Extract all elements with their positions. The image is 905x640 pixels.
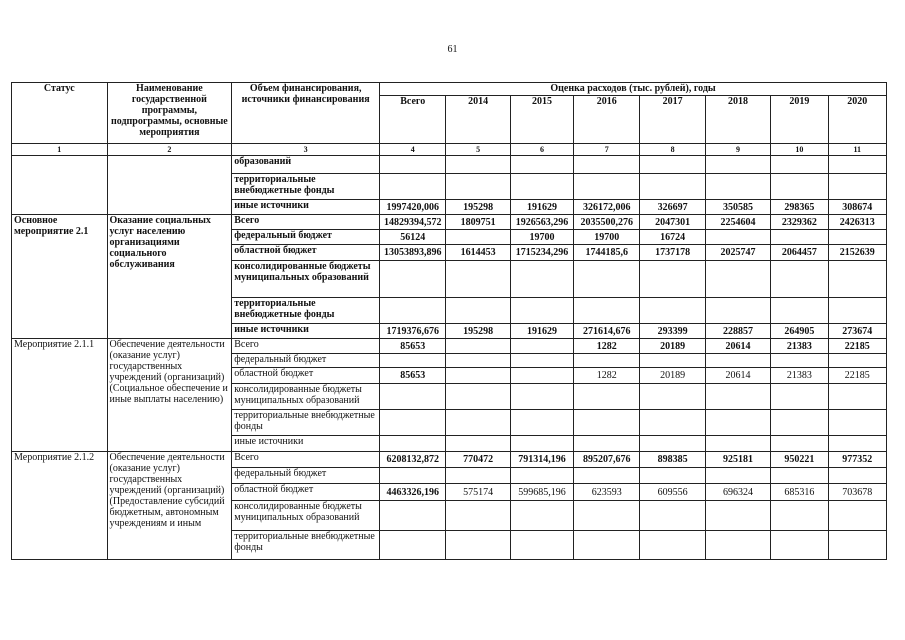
amount-cell (771, 174, 828, 200)
funding-source-cell: областной бюджет (232, 484, 380, 501)
amount-cell: 685316 (771, 484, 828, 501)
status-cell: Мероприятие 2.1.2 (12, 452, 108, 560)
amount-cell: 293399 (640, 324, 705, 339)
amount-cell: 22185 (828, 339, 886, 354)
funding-source-cell: иные источники (232, 324, 380, 339)
amount-cell: 228857 (705, 324, 770, 339)
amount-cell: 1715234,296 (510, 245, 573, 261)
funding-source-cell: федеральный бюджет (232, 354, 380, 368)
amount-cell: 950221 (771, 452, 828, 468)
amount-cell (705, 384, 770, 410)
index-cell: 7 (574, 144, 640, 156)
amount-cell (380, 501, 446, 531)
amount-cell (640, 261, 705, 298)
amount-cell: 22185 (828, 368, 886, 384)
amount-cell: 16724 (640, 230, 705, 245)
amount-cell (380, 384, 446, 410)
amount-cell: 1282 (574, 368, 640, 384)
amount-cell (640, 354, 705, 368)
amount-cell (510, 174, 573, 200)
budget-table (11, 82, 887, 560)
amount-cell: 696324 (705, 484, 770, 501)
amount-cell: 703678 (828, 484, 886, 501)
amount-cell: 925181 (705, 452, 770, 468)
funding-source-cell: Всего (232, 452, 380, 468)
amount-cell (574, 156, 640, 174)
header-row (12, 83, 887, 96)
amount-cell: 191629 (510, 200, 573, 215)
amount-cell (446, 230, 510, 245)
amount-cell: 1737178 (640, 245, 705, 261)
amount-cell: 326697 (640, 200, 705, 215)
status-cell: Основное мероприятие 2.1 (12, 215, 108, 339)
amount-cell: 298365 (771, 200, 828, 215)
amount-cell (380, 410, 446, 436)
page-number: 61 (447, 44, 458, 55)
amount-cell (510, 384, 573, 410)
funding-source-cell: Всего (232, 215, 380, 230)
amount-cell (446, 531, 510, 560)
amount-cell (574, 531, 640, 560)
amount-cell: 898385 (640, 452, 705, 468)
amount-cell: 2064457 (771, 245, 828, 261)
index-cell: 10 (771, 144, 828, 156)
funding-source-cell: территориальные внебюджетные фонды (232, 298, 380, 324)
amount-cell: 2329362 (771, 215, 828, 230)
amount-cell (705, 174, 770, 200)
program-name-cell: Оказание социальных услуг населению организациями социального обслуживания (107, 215, 232, 339)
amount-cell (705, 230, 770, 245)
amount-cell (446, 339, 510, 354)
amount-cell (828, 174, 886, 200)
amount-cell: 2254604 (705, 215, 770, 230)
amount-cell: 21383 (771, 339, 828, 354)
amount-cell (510, 261, 573, 298)
funding-source-cell: консолидированные бюджеты муниципальных образований (232, 261, 380, 298)
amount-cell: 20614 (705, 339, 770, 354)
amount-cell (828, 354, 886, 368)
amount-cell (640, 501, 705, 531)
amount-cell: 1614453 (446, 245, 510, 261)
funding-source-cell: федеральный бюджет (232, 468, 380, 484)
header-year: 2016 (574, 96, 640, 144)
amount-cell (705, 298, 770, 324)
index-cell: 8 (640, 144, 705, 156)
amount-cell (640, 384, 705, 410)
header-finance: Объем финансирования, источники финансирования (232, 83, 380, 144)
amount-cell (446, 354, 510, 368)
amount-cell (771, 156, 828, 174)
amount-cell (771, 230, 828, 245)
amount-cell: 56124 (380, 230, 446, 245)
amount-cell (510, 531, 573, 560)
amount-cell (705, 410, 770, 436)
amount-cell (828, 230, 886, 245)
amount-cell: 14829394,572 (380, 215, 446, 230)
amount-cell: 1997420,006 (380, 200, 446, 215)
amount-cell (510, 436, 573, 452)
amount-cell (828, 468, 886, 484)
amount-cell: 2047301 (640, 215, 705, 230)
amount-cell: 85653 (380, 339, 446, 354)
index-cell: 5 (446, 144, 510, 156)
amount-cell (705, 468, 770, 484)
header-year: 2018 (705, 96, 770, 144)
program-name-cell: Обеспечение деятельности (оказание услуг) государственных учреждений (организаций) (Социальное обеспечение и иные выплаты населению) (107, 339, 232, 452)
program-name-cell (107, 156, 232, 215)
funding-source-cell: Всего (232, 339, 380, 354)
funding-source-cell: областной бюджет (232, 368, 380, 384)
amount-cell: 20189 (640, 368, 705, 384)
amount-cell: 623593 (574, 484, 640, 501)
amount-cell: 271614,676 (574, 324, 640, 339)
amount-cell (640, 298, 705, 324)
amount-cell (705, 436, 770, 452)
amount-cell: 895207,676 (574, 452, 640, 468)
amount-cell: 21383 (771, 368, 828, 384)
index-cell: 11 (828, 144, 886, 156)
header-year: 2015 (510, 96, 573, 144)
amount-cell (380, 298, 446, 324)
amount-cell (771, 298, 828, 324)
amount-cell (828, 436, 886, 452)
amount-cell (380, 156, 446, 174)
amount-cell (574, 384, 640, 410)
funding-source-cell: областной бюджет (232, 245, 380, 261)
amount-cell (574, 261, 640, 298)
header-year: 2017 (640, 96, 705, 144)
amount-cell (640, 468, 705, 484)
header-year: Всего (380, 96, 446, 144)
amount-cell: 20614 (705, 368, 770, 384)
amount-cell: 308674 (828, 200, 886, 215)
amount-cell (771, 261, 828, 298)
amount-cell (771, 501, 828, 531)
funding-source-cell: консолидированные бюджеты муниципальных образований (232, 501, 380, 531)
amount-cell: 326172,006 (574, 200, 640, 215)
amount-cell (510, 410, 573, 436)
index-cell: 3 (232, 144, 380, 156)
amount-cell (705, 501, 770, 531)
amount-cell: 19700 (510, 230, 573, 245)
amount-cell (640, 156, 705, 174)
status-cell (12, 156, 108, 215)
amount-cell: 1744185,6 (574, 245, 640, 261)
funding-source-cell: территориальные внебюджетные фонды (232, 410, 380, 436)
amount-cell (380, 261, 446, 298)
amount-cell (510, 501, 573, 531)
amount-cell: 6208132,872 (380, 452, 446, 468)
amount-cell: 609556 (640, 484, 705, 501)
amount-cell: 350585 (705, 200, 770, 215)
amount-cell: 1809751 (446, 215, 510, 230)
funding-source-cell: федеральный бюджет (232, 230, 380, 245)
index-cell: 1 (12, 144, 108, 156)
amount-cell (705, 156, 770, 174)
amount-cell: 2025747 (705, 245, 770, 261)
amount-cell: 191629 (510, 324, 573, 339)
amount-cell (705, 354, 770, 368)
index-cell: 2 (107, 144, 232, 156)
amount-cell (771, 468, 828, 484)
amount-cell (510, 354, 573, 368)
index-cell: 6 (510, 144, 573, 156)
amount-cell: 195298 (446, 324, 510, 339)
amount-cell (574, 174, 640, 200)
amount-cell (640, 531, 705, 560)
amount-cell (640, 174, 705, 200)
index-row (12, 144, 887, 156)
amount-cell (705, 531, 770, 560)
amount-cell (771, 531, 828, 560)
program-name-cell: Обеспечение деятельности (оказание услуг) государственных учреждений (организаций) (Предоставление субсидий бюджетным, автономным учреждениям и иным (107, 452, 232, 560)
amount-cell (828, 384, 886, 410)
amount-cell (640, 436, 705, 452)
amount-cell: 2035500,276 (574, 215, 640, 230)
header-year: 2019 (771, 96, 828, 144)
amount-cell (446, 501, 510, 531)
amount-cell (446, 384, 510, 410)
header-estimate: Оценка расходов (тыс. рублей), годы (380, 83, 887, 96)
funding-source-cell: иные источники (232, 436, 380, 452)
funding-source-cell: территориальные внебюджетные фонды (232, 174, 380, 200)
amount-cell (828, 156, 886, 174)
table-row (12, 156, 887, 174)
table-row (12, 339, 887, 354)
header-status: Статус (12, 83, 108, 144)
amount-cell (828, 531, 886, 560)
amount-cell (574, 436, 640, 452)
amount-cell (380, 436, 446, 452)
amount-cell: 20189 (640, 339, 705, 354)
table-row (12, 452, 887, 468)
amount-cell: 1926563,296 (510, 215, 573, 230)
amount-cell: 19700 (574, 230, 640, 245)
amount-cell: 599685,196 (510, 484, 573, 501)
amount-cell (640, 410, 705, 436)
amount-cell: 2426313 (828, 215, 886, 230)
amount-cell: 1719376,676 (380, 324, 446, 339)
amount-cell (446, 410, 510, 436)
amount-cell (510, 368, 573, 384)
amount-cell: 2152639 (828, 245, 886, 261)
amount-cell: 273674 (828, 324, 886, 339)
funding-source-cell: консолидированные бюджеты муниципальных образований (232, 384, 380, 410)
amount-cell: 791314,196 (510, 452, 573, 468)
amount-cell (446, 261, 510, 298)
index-cell: 9 (705, 144, 770, 156)
amount-cell (574, 468, 640, 484)
amount-cell: 977352 (828, 452, 886, 468)
amount-cell (828, 501, 886, 531)
header-name: Наименование государственной программы, подпрограммы, основные мероприятия (107, 83, 232, 144)
amount-cell (446, 468, 510, 484)
amount-cell (380, 354, 446, 368)
funding-source-cell: территориальные внебюджетные фонды (232, 531, 380, 560)
amount-cell (771, 410, 828, 436)
funding-source-cell: иные источники (232, 200, 380, 215)
amount-cell (828, 298, 886, 324)
funding-source-cell: образований (232, 156, 380, 174)
amount-cell (446, 174, 510, 200)
amount-cell (510, 156, 573, 174)
header-year: 2014 (446, 96, 510, 144)
amount-cell (510, 298, 573, 324)
table-row (12, 215, 887, 230)
index-cell: 4 (380, 144, 446, 156)
amount-cell (574, 410, 640, 436)
amount-cell (380, 531, 446, 560)
amount-cell (771, 384, 828, 410)
amount-cell (574, 354, 640, 368)
header-year: 2020 (828, 96, 886, 144)
amount-cell (510, 339, 573, 354)
amount-cell (771, 354, 828, 368)
status-cell: Мероприятие 2.1.1 (12, 339, 108, 452)
amount-cell (446, 156, 510, 174)
amount-cell: 13053893,896 (380, 245, 446, 261)
amount-cell: 85653 (380, 368, 446, 384)
amount-cell (828, 261, 886, 298)
amount-cell (828, 410, 886, 436)
amount-cell: 575174 (446, 484, 510, 501)
amount-cell (446, 368, 510, 384)
amount-cell (380, 468, 446, 484)
amount-cell (380, 174, 446, 200)
amount-cell (574, 298, 640, 324)
amount-cell (705, 261, 770, 298)
amount-cell: 770472 (446, 452, 510, 468)
amount-cell (446, 298, 510, 324)
amount-cell (446, 436, 510, 452)
amount-cell: 264905 (771, 324, 828, 339)
amount-cell: 1282 (574, 339, 640, 354)
amount-cell: 195298 (446, 200, 510, 215)
amount-cell (510, 468, 573, 484)
amount-cell: 4463326,196 (380, 484, 446, 501)
amount-cell (574, 501, 640, 531)
amount-cell (771, 436, 828, 452)
